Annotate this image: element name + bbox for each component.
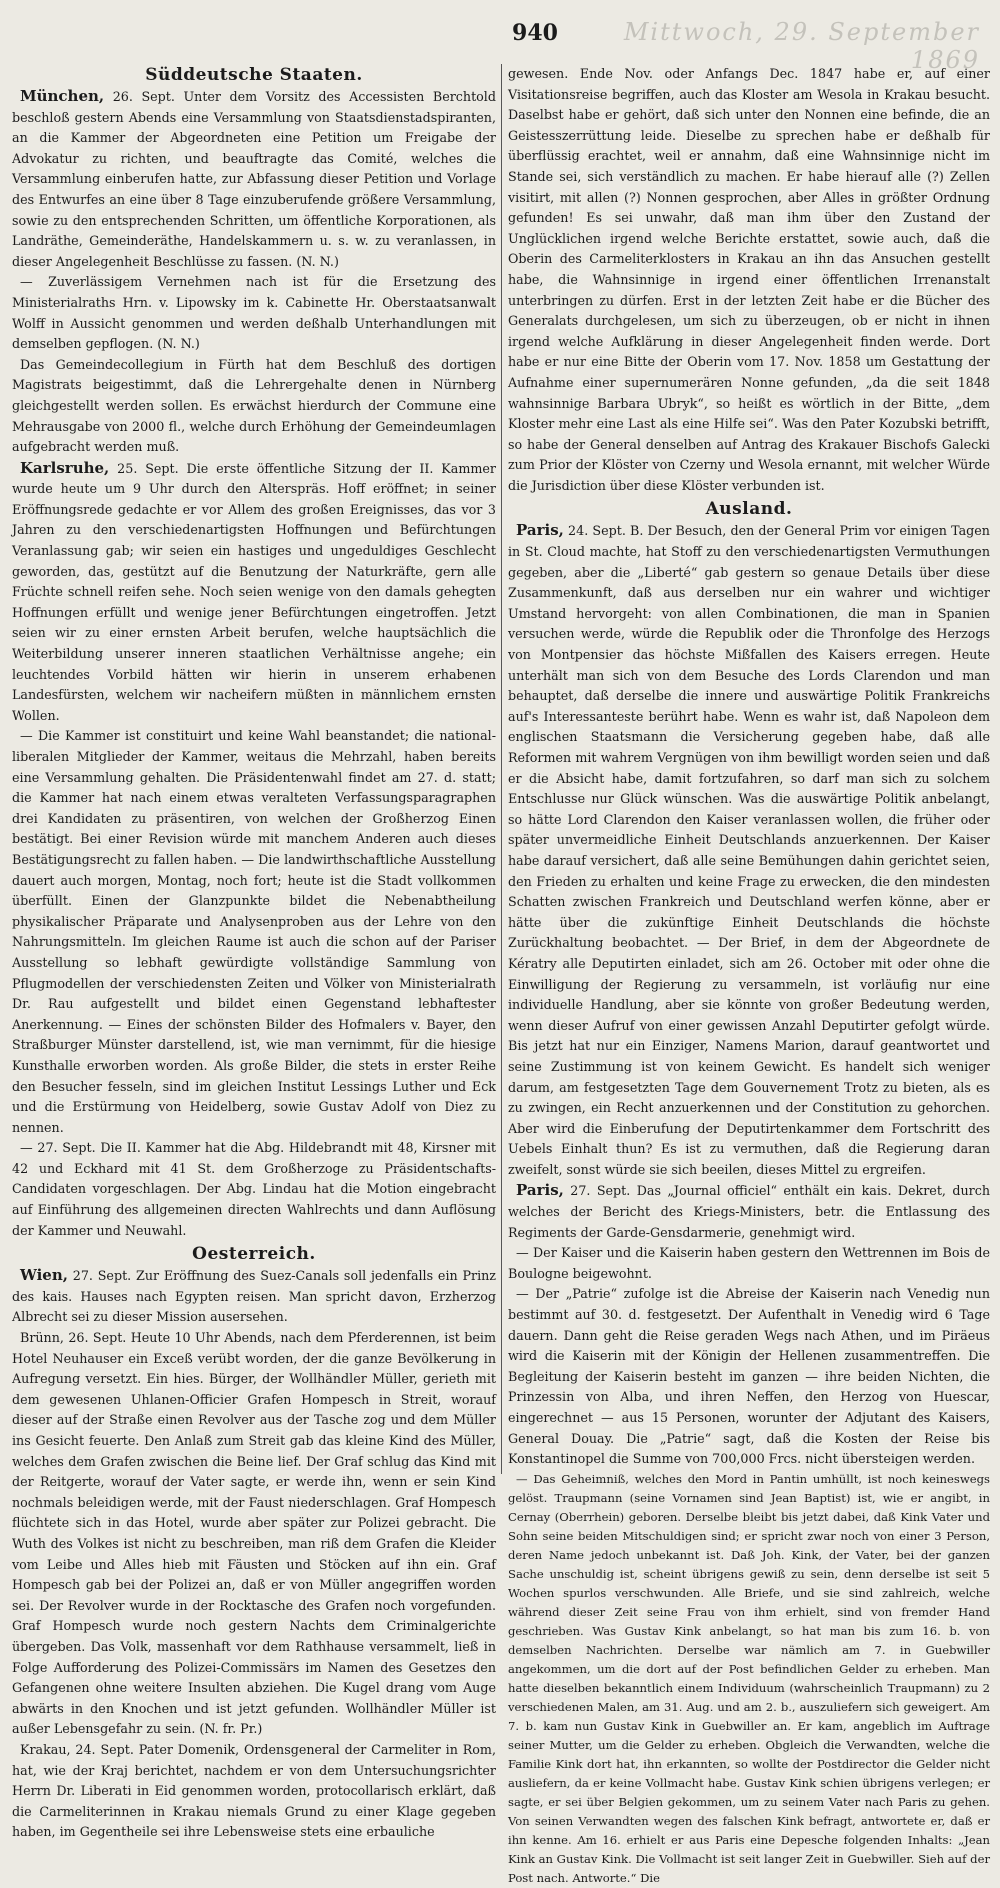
article-wien — [12, 1265, 496, 1328]
article-muenchen-2: — Zuverlässigem Vernehmen nach ist für die Ersetzung des Ministerialraths Hrn. v. Lipowsky im k. Cabinette Hr. Oberstaatsanwalt Wolff in Aussicht genommen und werden deßhalb Unterhandlungen mit demselben gepflogen. (N. N.) — [12, 274, 496, 352]
column-divider — [501, 64, 502, 1474]
article-fuerth: Das Gemeindecollegium in Fürth hat dem Beschluß des dortigen Magistrats beigestimmt, daß die Lehrergehalte denen in Nürnberg gleichgestellt werden sollen. Es erwächst hierdurch der Commune eine Mehrausgabe von 2000 fl., welche durch Erhöhung der Gemeindeumlagen aufgebracht werden muß. — [12, 356, 496, 455]
article-wien-body: 27. Sept. Zur Eröffnung des Suez-Canals soll jedenfalls ein Prinz des kais. Hauses nach Egypten reisen. Man spricht davon, Erzherzog Albrecht sei zu dieser Mission ausersehen. — [12, 1268, 496, 1325]
page-number: 940 — [512, 20, 558, 46]
article-karlsruhe-2: — Die Kammer ist constituirt und keine Wahl beanstandet; die national-liberalen Mitglieder der Kammer, weitaus die Mehrzahl, haben bereits eine Versammlung gehalten. Die Präsidentenwahl findet am 27. d. statt; die Kammer hat nach einem etwas veralteten Verfassungsparagraphen drei Kandidaten zu präsentiren, von welchen der Großherzog Einen bestätigt. Bei einer Revision würde mit manchem Anderen auch dieses Bestätigungsrecht zu fallen haben. — Die landwirthschaftliche Ausstellung dauert auch morgen, Montag, noch fort; heute ist die Stadt vollkommen überfüllt. Einen der Glanzpunkte bildet die Nebenabtheilung physikalischer Präparate und Analysenproben aus der Lehre von den Nahrungsmitteln. Im gleichen Raume ist auch die schon auf der Pariser Ausstellung so lebhaft gewürdigte vollständige Sammlung von Pflugmodellen der verschiedensten Zeiten und Völker von Ministerialrath Dr. Rau aufgestellt und bildet einen Gegenstand lebhaftester Anerkennung. — Eines der schönsten Bilder des Hofmalers v. Bayer, den Straßburger Münster darstellend, ist, wie man vernimmt, für die hiesige Kunsthalle erworben worden. Als große Bilder, die stets in erster Reihe den Besucher fesseln, sind im gleichen Institut Lessings Luther und Eck und die Erstürmung von Heidelberg, sowie Gustav Adolf von Diez zu nennen. — [12, 728, 496, 1135]
section-heading-sueddeutsche: Süddeutsche Staaten. — [145, 65, 363, 85]
dateline-karlsruhe: Karlsruhe, — [20, 458, 110, 477]
left-column — [12, 64, 496, 1840]
dateline-muenchen: München, — [20, 87, 105, 105]
article-bruenn: Brünn, 26. Sept. Heute 10 Uhr Abends, nach dem Pferderennen, ist beim Hotel Neuhauser ein Exceß verübt worden, der die ganze Bevölkerung in Aufregung versetzt. Ein hies. Bürger, der Wollhändler Müller, gerieth mit dem gewesenen Uhlanen-Officier Grafen Hompesch in Streit, worauf dieser auf der Straße einen Revolver aus der Tasche zog und dem Müller ins Gesicht feuerte. Den Anlaß zum Streit gab das kleine Kind des Müller, welches dem Grafen zwischen die Beine lief. Der Graf schlug das Kind mit der Reitgerte, worauf der Vater sagte, er werde ihn, wenn er sein Kind nochmals beleidigen werde, mit der Faust niederschlagen. Graf Hompesch flüchtete sich in das Hotel, wurde aber später zur Polizei gebracht. Die Wuth des Volkes ist nicht zu beschreiben, man riß dem Grafen die Kleider vom Leibe und Alles hieb mit Fäusten und Stöcken auf ihn ein. Graf Hompesch gab bei der Polizei an, daß er von Müller angegriffen worden sei. Der Revolver wurde in der Rocktasche des Grafen noch vorgefunden. Graf Hompesch wurde noch gestern Nachts dem Criminalgerichte übergeben. Das Volk, massenhaft vor dem Rathhause versammelt, ließ in Folge Aufforderung des Polizei-Commissärs im Namen des Gesetzes den Gefangenen ohne weitere Insulten abziehen. Die Kugel drang vom Auge abwärts in den Knochen und ist jetzt gefunden. Wollhändler Müller ist außer Lebensgefahr zu sein. (N. fr. Pr.) — [12, 1330, 496, 1737]
section-heading-oesterreich: Oesterreich. — [192, 1244, 316, 1265]
article-paris-body: 24. Sept. B. Der Besuch, den der General Prim vor einigen Tagen in St. Cloud machte, hat Stoff zu den verschiedenartigsten Vermuthungen gegeben, aber die „Liberté“ gab gestern so genaue Details über diese Zusammenkunft, daß aus derselben nur ein wahrer und wichtiger Umstand hervorgeht: von allen Combinationen, die man in Spanien versuchen werde, würde die Republik oder die Thronfolge des Herzogs von Montpensier das höchste Mißfallen des Kaisers erregen. Heute unterhält man sich von dem Besuche des Lords Clarendon und man behauptet, daß derselbe die innere und auswärtige Politik Frankreichs auf's Interessanteste berührt habe. Wenn es wahr ist, daß Napoleon dem englischen Staatsmann die Versicherung gegeben habe, daß alle Reformen mit wahrem Vergnügen von ihm bewilligt worden seien und daß er die Absicht habe, damit fortzufahren, so darf man sich zu solchem Entschlusse nur Glück wünschen. Was die auswärtige Politik anbelangt, so hätte Lord Clarendon den Kaiser veranlassen wollen, die früher oder später unvermeidliche Einheit Deutschlands anzuerkennen. Der Kaiser habe darauf versichert, daß alle seine Bemühungen dahin gerichtet seien, den Frieden zu erhalten und keine Frage zu erwecken, die den mindesten Schatten zwischen Frankreich und Deutschland werfen könne, aber er hätte über die zukünftige Einheit Deutschlands die höchste Zurückhaltung beobachtet. — Der Brief, in dem der Abgeordnete de Kératry alle Deputirten einladet, sich am 26. October mit oder ohne die Einwilligung der Regierung zu versammeln, ist vorläufig nur eine individuelle Handlung, aber sie könnte von großer Bedeutung werden, wenn dieser Aufruf von einer gewissen Anzahl Deputirter gefolgt würde. Bis jetzt hat nur ein Einziger, Namens Marion, darauf geantwortet und seine Zustimmung ist von keinem Gewicht. Es handelt sich weniger darum, am festgesetzten Tage dem Gouvernement Trotz zu bieten, als es zu zwingen, ein Recht anzuerkennen und der Constitution zu gehorchen. Aber wird die Einberufung der Deputirtenkammer dem Fortschritt des Uebels Einhalt thun? Es ist zu vermuthen, daß die Regierung daran zweifelt, sonst würde sie sich beeilen, dieses Mittel zu ergreifen. — [508, 523, 990, 1177]
dateline-wien: Wien, — [20, 1266, 68, 1285]
article-muenchen-body: 26. Sept. Unter dem Vorsitz des Accessisten Berchtold beschloß gestern Abends eine Versammlung von Staatsdienstadspiranten, an die Kammer der Abgeordneten eine Petition um Freigabe der Advokatur zu richten, und beauftragte das Comité, welches die Versammlung einberufen hatte, zur Abfassung dieser Petition und Vorlage des Entwurfes an eine über 8 Tage einzuberufende größere Versammlung, sowie zu den entsprechenden Schritten, um öffentliche Korporationen, als Landräthe, Gemeinderäthe, Handelskammern u. s. w. zu veranlassen, in dieser Angelegenheit Beschlüsse zu fassen. (N. N.) — [12, 89, 496, 269]
article-muenchen — [12, 86, 496, 272]
article-karlsruhe — [12, 458, 496, 727]
article-krakau: Krakau, 24. Sept. Pater Domenik, Ordensgeneral der Carmeliter in Rom, hat, wie der Kraj berichtet, nachdem er von dem Untersuchungsrichter Herrn Dr. Liberati in Eid genommen worden, protocollarisch erklärt, daß die Carmeliterinnen in Krakau niemals Grund zu einer Klage gegeben haben, im Gegentheile sei ihre Lebensweise stets eine erbauliche — [12, 1741, 496, 1840]
article-karlsruhe-3: — 27. Sept. Die II. Kammer hat die Abg. Hildebrandt mit 48, Kirsner mit 42 und Eckhard mit 41 St. dem Großherzoge zu Präsidentschafts-Candidaten vorgeschlagen. Der Abg. Lindau hat die Motion eingebracht auf Einführung des allgemeinen directen Wahlrechts und dann Auflösung der Kammer und Neuwahl. — [12, 1140, 496, 1238]
article-paris — [508, 520, 990, 1180]
dateline-paris-2: Paris, — [516, 1181, 564, 1200]
right-column — [508, 64, 990, 1885]
article-karlsruhe-body: 25. Sept. Die erste öffentliche Sitzung der II. Kammer wurde heute um 9 Uhr durch den Alterspräs. Hoff eröffnet; in seiner Eröffnungsrede gedachte er vor Allem des großen Ereignisses, das vor 3 Jahren zu den verschiedenartigsten Hoffnungen und Befürchtungen Veranlassung gab; wir seien ein hastiges und ungeduldiges Geschlecht geworden, das, gestützt auf die Benutzung der Naturkräfte, gern alle Früchte schnell reifen sehe. Noch seien wenige von den damals gehegten Hoffnungen erfüllt und wenige jener Befürchtungen eingetroffen. Jetzt seien wir zu einer ernsten Arbeit berufen, welche hauptsächlich die Weiterbildung unserer inneren staatlichen Verhältnisse angehe; ein leuchtendes Vorbild hätten wir hierin in unserem erhabenen Landesfürsten, welchem wir nacheifern müßten in männlichem ernsten Wollen. — [12, 460, 496, 723]
dateline-paris: Paris, — [516, 521, 564, 540]
article-paris-2b: — Der Kaiser und die Kaiserin haben gestern den Wettrennen im Bois de Boulogne beigewohnt. — [508, 1245, 990, 1281]
article-paris-2-body: 27. Sept. Das „Journal officiel“ enthält ein kais. Dekret, durch welches der Bericht des Kriegs-Ministers, betr. die Entlassung des Regiments der Garde-Gensdarmerie, genehmigt wird. — [508, 1183, 990, 1240]
article-krakau-continued: gewesen. Ende Nov. oder Anfangs Dec. 1847 habe er, auf einer Visitationsreise begriffen, auch das Kloster am Wesola in Krakau besucht. Daselbst habe er gehört, daß sich unter den Nonnen eine befinde, die an Geistesszerrüttung leide. Dieselbe zu sprechen habe er deßhalb für überflüssig erachtet, weil er annahm, daß eine Wahnsinnige nicht im Stande sei, sich verständlich zu machen. Er habe hierauf alle (?) Zellen visitirt, mit allen (?) Nonnen gesprochen, aber Alles in größter Ordnung gefunden! Es sei unwahr, daß man ihm über den Zustand der Unglücklichen irgend welche Berichte erstattet, sowie auch, daß die Oberin des Carmeliterklosters in Krakau an ihn das Ansuchen gestellt habe, die Wahnsinnige in irgend einer öffentlichen Irrenanstalt unterbringen zu dürfen. Erst in der letzten Zeit habe er die Bücher des Generalats durchgelesen, um sich zu überzeugen, ob er nicht in ihnen irgend welche Aufklärung in dieser Angelegenheit finden werde. Dort habe er nur eine Bitte der Oberin vom 17. Nov. 1858 um Gestattung der Aufnahme einer supernumerären Nonne gefunden, „da die seit 1848 wahnsinnige Barbara Ubryk“, so heißt es wörtlich in der Bitte, „dem Kloster mehr eine Last als eine Hilfe sei“. Was den Pater Kozubski betrifft, so habe der General denselben auf Antrag des Krakauer Bischofs Galecki zum Prior der Klöster von Czerny und Wesola ernannt, mit welcher Würde die Jurisdiction über diese Klöster verbunden ist. — [508, 66, 990, 493]
article-paris-2c: — Der „Patrie“ zufolge ist die Abreise der Kaiserin nach Venedig nun bestimmt auf 30. d. festgesetzt. Der Aufenthalt in Venedig wird 6 Tage dauern. Dann geht die Reise geraden Wegs nach Athen, und im Piräeus wird die Kaiserin mit der Königin der Hellenen zusammentreffen. Die Begleitung der Kaiserin besteht im ganzen — ihre beiden Nichten, die Prinzessin von Alba, und ihren Neffen, den Herzog von Huescar, eingerechnet — aus 15 Personen, worunter der Adjutant des Kaisers, General Douay. Die „Patrie“ sagt, daß die Kosten der Reise bis Konstantinopel die Summe von 700,000 Frcs. nicht übersteigen werden. — [508, 1286, 990, 1467]
article-paris-2d: — Das Geheimniß, welches den Mord in Pantin umhüllt, ist noch keineswegs gelöst. Traupmann (seine Vornamen sind Jean Baptist) ist, wie er angibt, in Cernay (Oberrhein) geboren. Derselbe bleibt bis jetzt dabei, daß Kink Vater und Sohn seine beiden Mitschuldigen sind; er spricht zwar noch von einer 3 Person, deren Name jedoch unbekannt ist. Daß Joh. Kink, der Vater, bei der ganzen Sache unschuldig ist, scheint übrigens gewiß zu sein, denn derselbe ist seit 5 Wochen spurlos verschwunden. Alle Briefe, und sie sind zahlreich, welche während dieser Zeit seine Frau von ihm erhielt, sind von fremder Hand geschrieben. Was Gustav Kink anbelangt, so hat man bis zum 16. b. von demselben Nachrichten. Derselbe war nämlich am 7. in Guebwiller angekommen, um die dort auf der Post befindlichen Gelder zu erheben. Man hatte dieselben bekanntlich einem Individuum (wahrscheinlich Traupmann) zu 2 verschiedenen Malen, am 31. Aug. und am 2. b., auszuliefern sich geweigert. Am 7. b. kam nun Gustav Kink in Guebwiller an. Er kam, angeblich im Auftrage seiner Mutter, um die Gelder zu erheben. Obgleich die Verwandten, welche die Familie Kink dort hat, ihn erkannten, so wollte der Postdirector die Gelder nicht ausliefern, da er keine Vollmacht habe. Gustav Kink schien übrigens verlegen; er sagte, er sei über Belgien gekommen, um zu seinem Vater nach Paris zu gehen. Von seinen Verwandten wegen des falschen Kink befragt, antwortete er, daß er ihn kenne. Am 16. erhielt er aus Paris eine Depesche folgenden Inhalts: „Jean Kink an Gustav Kink. Die Vollmacht ist seit langer Zeit in Guebwiller. Sieh auf der Post nach. Antworte.“ Die — [508, 1471, 990, 1885]
section-heading-ausland: Ausland. — [705, 499, 793, 520]
bleed-through-header: Mittwoch, 29. September 1869 — [623, 18, 980, 74]
article-paris-2 — [508, 1180, 990, 1243]
